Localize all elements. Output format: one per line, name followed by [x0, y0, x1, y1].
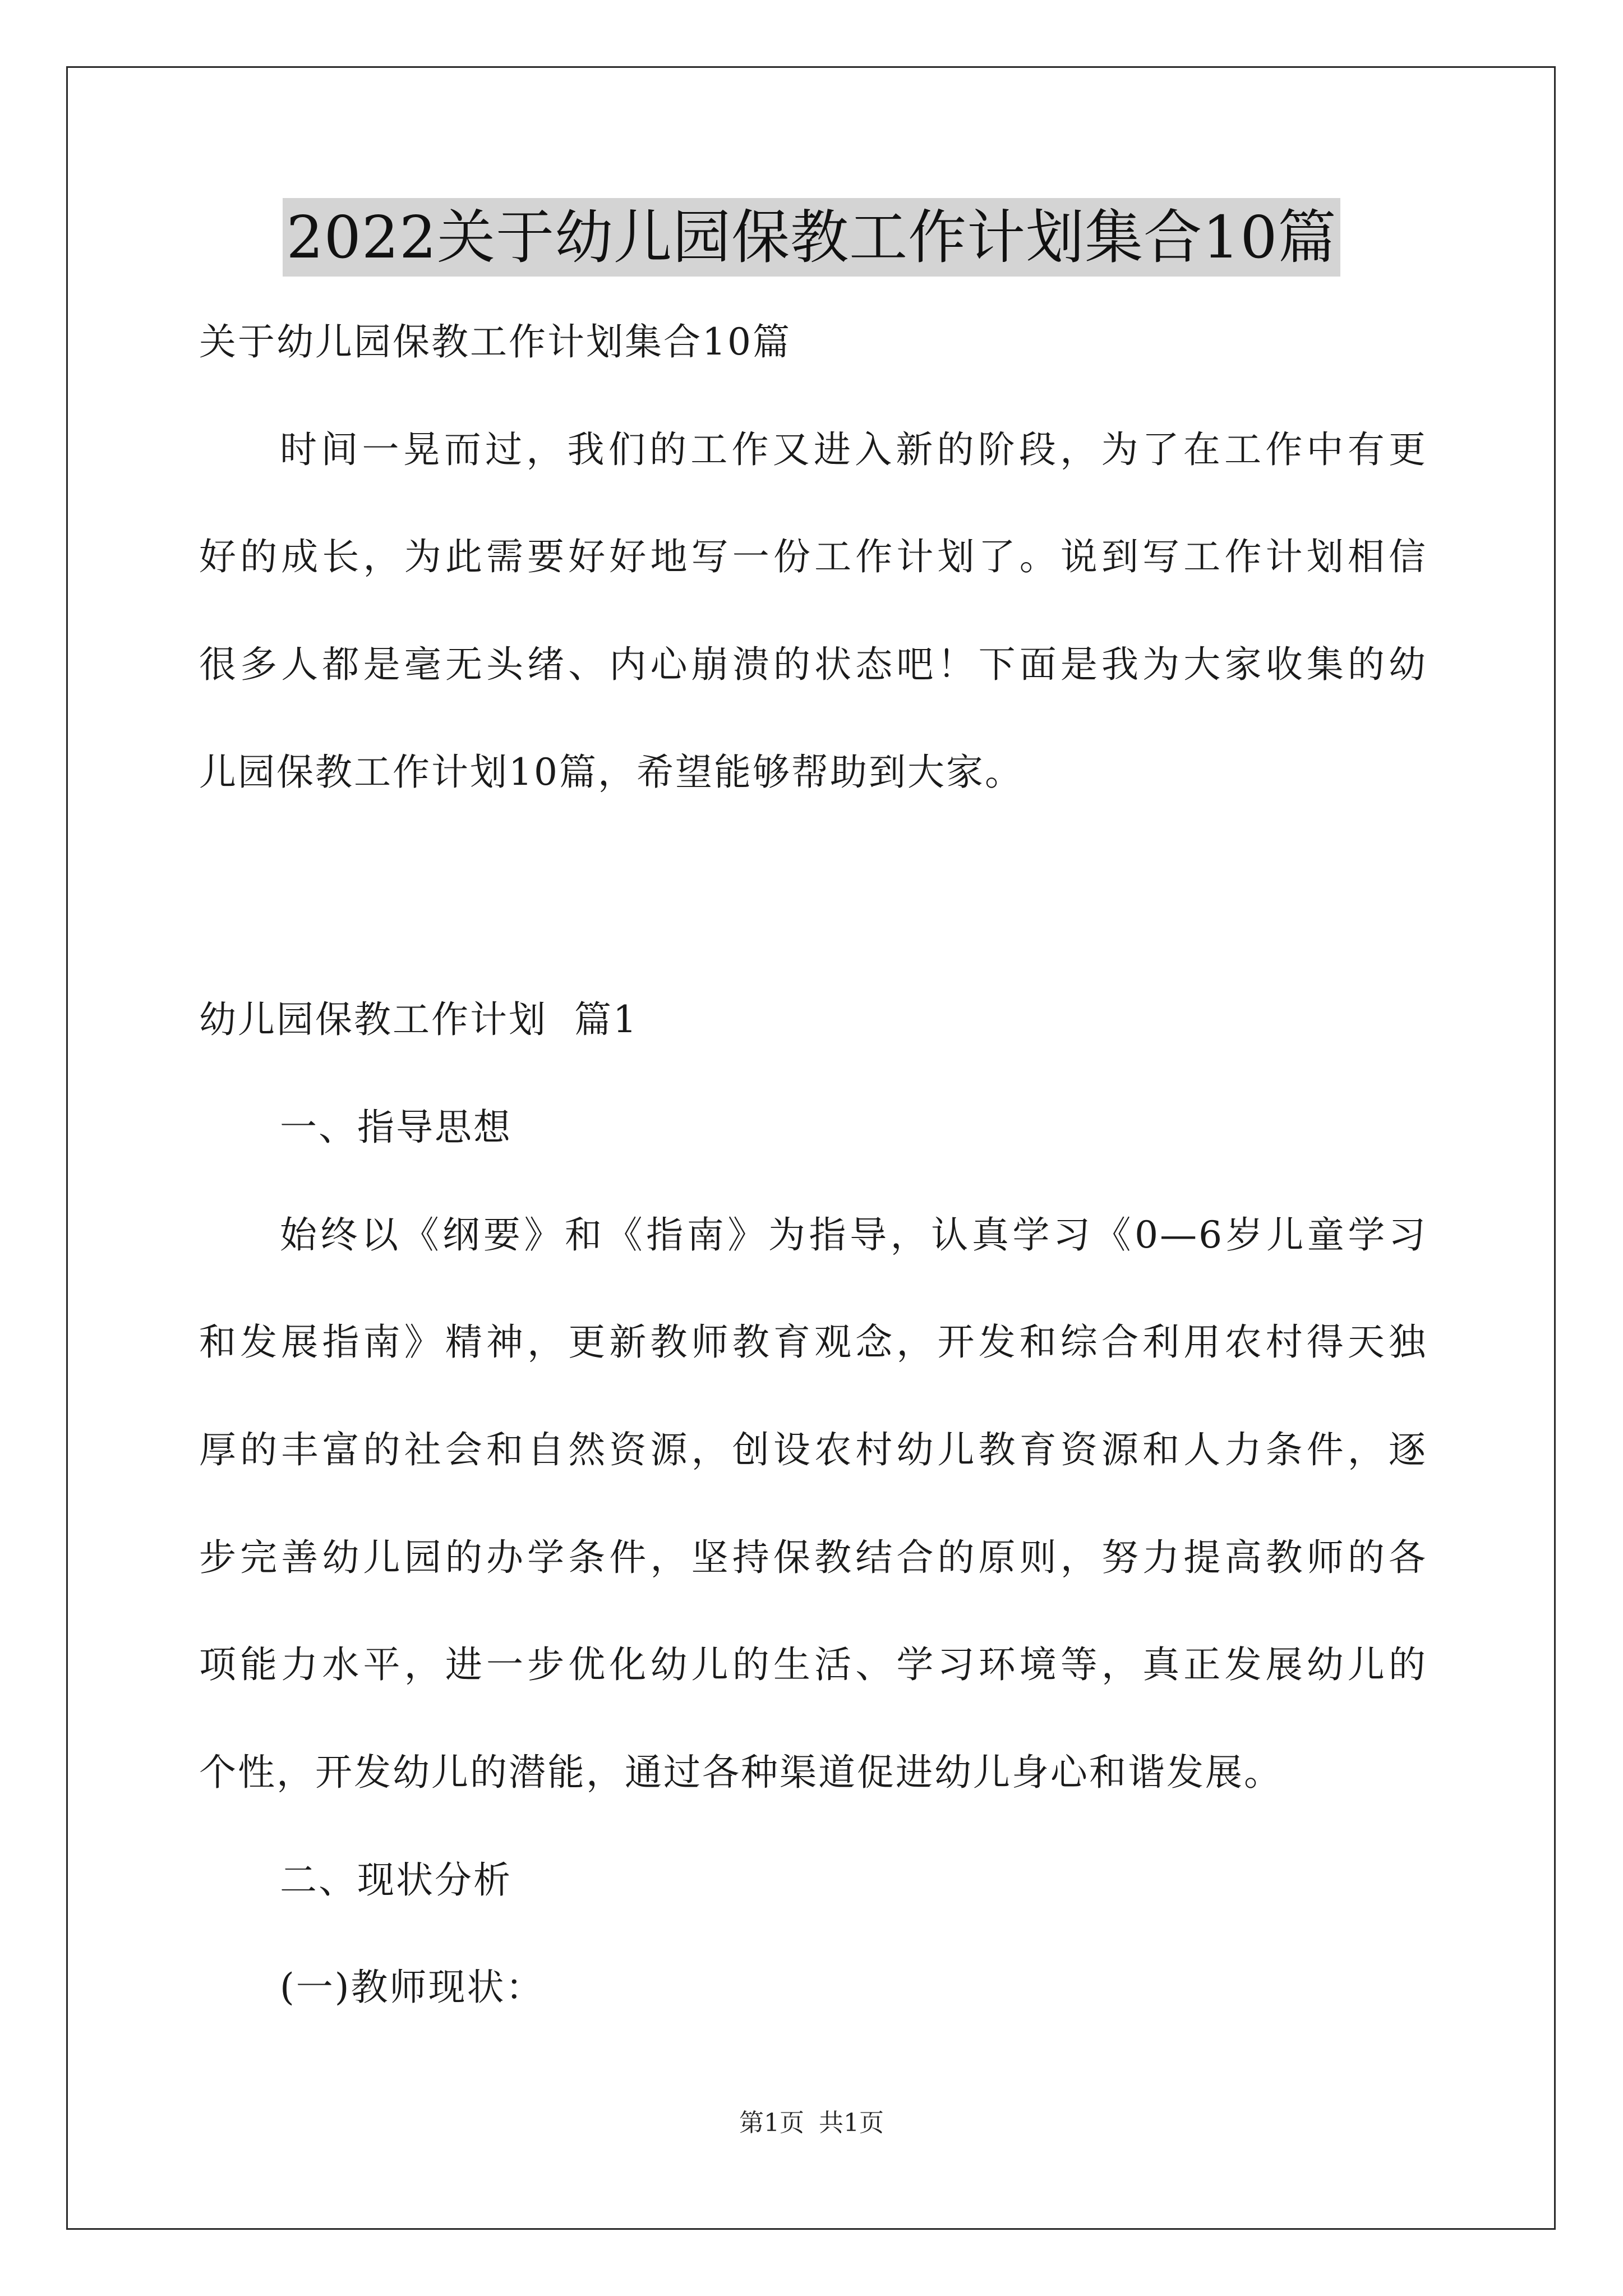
page-footer	[0, 2106, 1623, 2140]
guide-line-2: 和发展指南》精神，更新教师教育观念，开发和综合利用农村得天独	[199, 1320, 1427, 1364]
document-title-text: 2022关于幼儿园保教工作计划集合10篇	[283, 198, 1340, 277]
heading-guiding-ideology: 一、指导思想	[280, 1106, 512, 1149]
heading-teacher-status: (一)教师现状：	[280, 1966, 545, 2009]
section-heading: 幼儿园保教工作计划 篇1	[199, 998, 638, 1041]
intro-line-2: 好的成长，为此需要好好地写一份工作计划了。说到写工作计划相信	[199, 535, 1427, 578]
guide-line-6: 个性，开发幼儿的潜能，通过各种渠道促进幼儿身心和谐发展。	[199, 1751, 1283, 1794]
document-title	[0, 198, 1623, 277]
intro-line-4: 儿园保教工作计划10篇，希望能够帮助到大家。	[199, 751, 1023, 794]
guide-line-1: 始终以《纲要》和《指南》为指导，认真学习《0—6岁儿童学习	[280, 1213, 1427, 1257]
intro-line-1: 时间一晃而过，我们的工作又进入新的阶段，为了在工作中有更	[280, 428, 1427, 471]
heading-status-analysis: 二、现状分析	[280, 1858, 512, 1902]
document-subtitle: 关于幼儿园保教工作计划集合10篇	[199, 320, 791, 364]
page-number-current: 第1页	[739, 2109, 804, 2137]
guide-line-4: 步完善幼儿园的办学条件，坚持保教结合的原则，努力提高教师的各	[199, 1536, 1427, 1579]
guide-line-3: 厚的丰富的社会和自然资源，创设农村幼儿教育资源和人力条件，逐	[199, 1428, 1427, 1471]
intro-line-3: 很多人都是毫无头绪、内心崩溃的状态吧！下面是我为大家收集的幼	[199, 643, 1427, 686]
page-number-total: 共1页	[819, 2109, 884, 2137]
guide-line-5: 项能力水平，进一步优化幼儿的生活、学习环境等，真正发展幼儿的	[199, 1643, 1427, 1686]
